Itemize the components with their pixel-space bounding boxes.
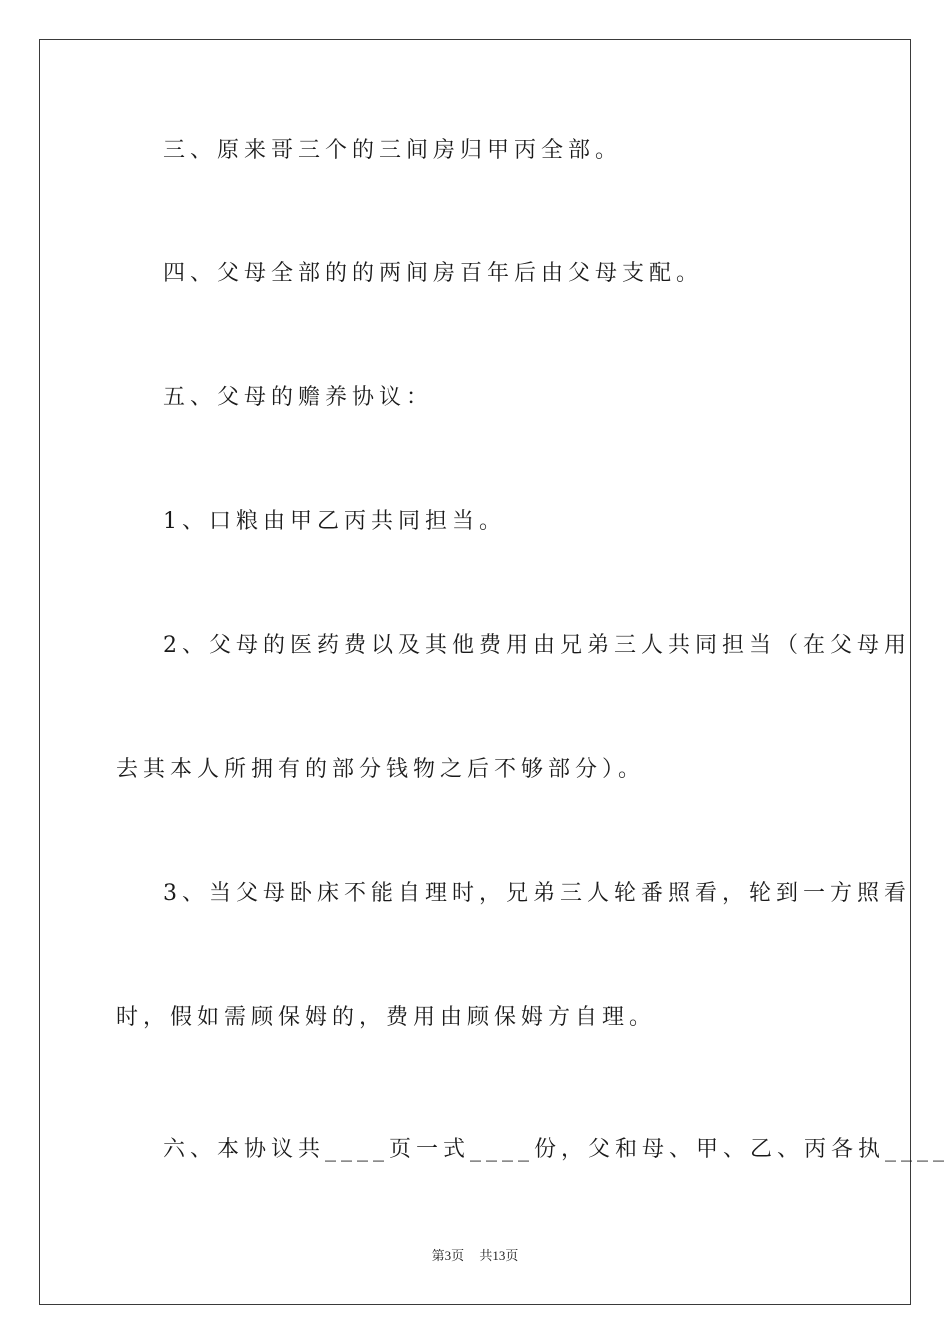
paragraph-line-6: 去其本人所拥有的部分钱物之后不够部分）。 — [116, 757, 646, 782]
paragraph-line-8: 时，假如需顾保姆的，费用由顾保姆方自理。 — [116, 1005, 657, 1030]
paragraph-line-5: 2、父母的医药费以及其他费用由兄弟三人共同担当（在父母用 — [163, 633, 911, 658]
paragraph-line-3: 五、父母的赡养协议： — [163, 385, 434, 410]
page-border — [39, 39, 911, 1305]
paragraph-line-4: 1、口粮由甲乙丙共同担当。 — [163, 509, 506, 534]
paragraph-line-9: 六、本协议共____页一式____份，父和母、甲、乙、丙各执____ — [163, 1137, 950, 1162]
paragraph-line-7: 3、当父母卧床不能自理时，兄弟三人轮番照看，轮到一方照看 — [163, 881, 911, 906]
paragraph-line-2: 四、父母全部的的两间房百年后由父母支配。 — [163, 261, 704, 286]
page-footer — [0, 1247, 950, 1265]
total-pages: 共13页 — [479, 1248, 519, 1263]
page-number: 第3页 — [431, 1248, 465, 1263]
paragraph-line-1: 三、原来哥三个的三间房归甲丙全部。 — [163, 138, 623, 163]
